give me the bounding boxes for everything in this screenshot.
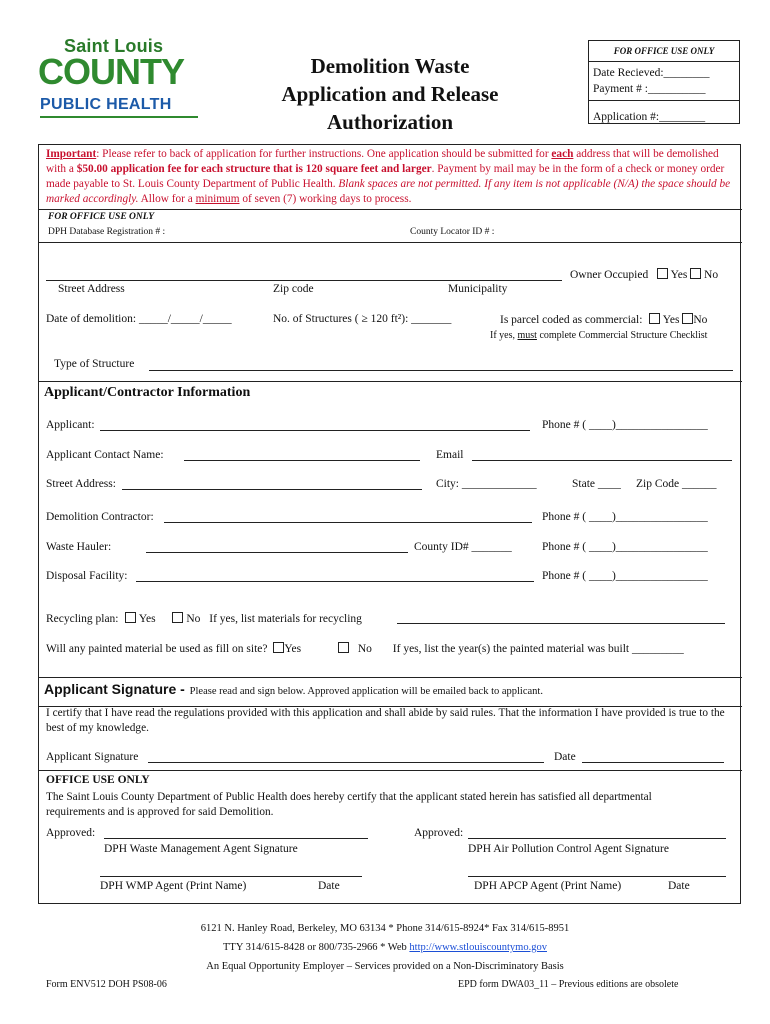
commercial-note-must: must xyxy=(517,330,537,341)
logo-underline xyxy=(40,116,198,118)
dph-waste-sig-label: DPH Waste Management Agent Signature xyxy=(104,843,298,855)
wmp-print-line[interactable] xyxy=(100,876,362,877)
county-id-field[interactable]: County ID# _______ xyxy=(414,541,512,553)
wmp-agent-label: DPH WMP Agent (Print Name) xyxy=(100,880,247,892)
approved-line-right[interactable] xyxy=(468,838,726,839)
city-field[interactable]: City: _____________ xyxy=(436,478,537,490)
waste-hauler-label: Waste Hauler: xyxy=(46,541,112,553)
county-logo xyxy=(36,36,206,124)
email-label: Email xyxy=(436,449,464,461)
important-text-1: : Please refer to back of application for further instructions. One application should be submitted for xyxy=(96,148,552,160)
payment-field[interactable]: Payment # :__________ xyxy=(593,83,706,95)
commercial-note-pre: If yes, xyxy=(490,330,518,341)
commercial-note-post: complete Commercial Structure Checklist xyxy=(536,330,708,341)
commercial-label: Is parcel coded as commercial: xyxy=(500,314,643,326)
title-line-2: Application and Release xyxy=(281,82,499,106)
office-use-box xyxy=(588,40,740,124)
document-title xyxy=(255,52,525,136)
type-of-structure-label: Type of Structure xyxy=(54,358,135,370)
recycling-plan-label: Recycling plan: xyxy=(46,613,119,625)
dph-air-sig-label: DPH Air Pollution Control Agent Signature xyxy=(468,843,669,855)
street-address-label: Street Address xyxy=(58,283,125,295)
important-text-3: . Payment by mail may be in the form of a check or money order made payable to St. Louis County Department of Public Health. xyxy=(46,163,725,190)
signature-date-line[interactable] xyxy=(582,762,724,763)
important-each: each xyxy=(551,148,574,160)
street-address-line[interactable] xyxy=(122,489,422,490)
painted-no-label: No xyxy=(357,643,372,655)
disposal-facility-label: Disposal Facility: xyxy=(46,570,128,582)
footer-eoe: An Equal Opportunity Employer – Services provided on a Non-Discriminatory Basis xyxy=(206,961,564,972)
footer-tty-line xyxy=(0,942,770,953)
contact-name-label: Applicant Contact Name: xyxy=(46,449,164,461)
divider-important xyxy=(39,209,742,210)
certify-text: I certify that I have read the regulations provided with this application and shall abide by said rules. That the information I have provided is true to the best of my knowledge. xyxy=(46,707,725,734)
county-locator-field[interactable]: County Locator ID # : xyxy=(410,227,495,237)
title-line-1: Demolition Waste xyxy=(310,54,470,78)
important-fee: $50.00 application fee for each structure that is 120 square feet and larger xyxy=(76,163,432,175)
application-number-field[interactable]: Application #:________ xyxy=(593,111,706,123)
email-line[interactable] xyxy=(472,460,732,461)
commercial-yes-label: Yes xyxy=(662,314,680,326)
demolition-contractor-label: Demolition Contractor: xyxy=(46,511,154,523)
painted-question: Will any painted material be used as fill on site? xyxy=(46,643,268,655)
important-notice xyxy=(46,147,736,207)
important-minimum: minimum xyxy=(195,193,240,205)
apcp-agent-label: DPH APCP Agent (Print Name) xyxy=(474,880,622,892)
owner-occupied-yes-checkbox[interactable] xyxy=(657,268,668,279)
title-line-3: Authorization xyxy=(327,110,453,134)
important-italic: Blank spaces are not permitted. If any item is not applicable (N/A) the space should be marked accordingly. xyxy=(46,178,731,205)
divider-office-bottom xyxy=(39,770,742,771)
office-box-header: FOR OFFICE USE ONLY xyxy=(589,41,739,62)
address-line[interactable] xyxy=(46,280,562,281)
commercial-yes-checkbox[interactable] xyxy=(649,313,660,324)
office-use-top-header: FOR OFFICE USE ONLY xyxy=(48,212,155,222)
approved-label-right: Approved: xyxy=(414,827,464,839)
footer-form-left: Form ENV512 DOH PS08-06 xyxy=(46,979,167,990)
owner-occupied-yes-label: Yes xyxy=(670,269,688,281)
waste-hauler-line[interactable] xyxy=(146,552,408,553)
demolition-contractor-line[interactable] xyxy=(164,522,532,523)
logo-line-3: PUBLIC HEALTH xyxy=(40,96,172,113)
important-label: Important xyxy=(46,148,97,160)
municipality-label: Municipality xyxy=(448,283,508,295)
recycling-yes-label: Yes xyxy=(138,613,156,625)
contact-name-line[interactable] xyxy=(184,460,420,461)
important-text-5: of seven (7) working days to process. xyxy=(239,193,412,205)
signature-section-subtitle: Please read and sign below. Approved application will be emailed back to applicant. xyxy=(189,686,543,697)
disposal-facility-line[interactable] xyxy=(136,581,534,582)
applicant-phone-field[interactable]: Phone # ( ____)________________ xyxy=(542,419,708,431)
office-box-divider xyxy=(588,100,740,101)
recycling-no-checkbox[interactable] xyxy=(172,612,183,623)
footer-address: 6121 N. Hanley Road, Berkeley, MO 63134 * Phone 314/615-8924* Fax 314/615-8951 xyxy=(200,923,570,934)
commercial-no-label: No xyxy=(693,314,708,326)
zip-code-label: Zip code xyxy=(273,283,314,295)
divider-applicant xyxy=(39,381,742,382)
footer-tty: TTY 314/615-8428 or 800/735-2966 * Web xyxy=(223,942,410,953)
important-text-2: address that will be demolished with a xyxy=(46,148,719,175)
divider-office-top xyxy=(39,242,742,243)
state-field[interactable]: State ____ xyxy=(572,478,621,490)
owner-occupied-no-checkbox[interactable] xyxy=(690,268,701,279)
signature-date-label: Date xyxy=(554,751,576,763)
important-text-4: Allow for a xyxy=(138,193,196,205)
wmp-date-label: Date xyxy=(318,880,340,892)
footer-form-right: EPD form DWA03_11 – Previous editions are obsolete xyxy=(458,979,679,990)
apcp-date-label: Date xyxy=(668,880,690,892)
db-registration-field[interactable]: DPH Database Registration # : xyxy=(48,227,166,237)
office-use-bottom-header: OFFICE USE ONLY xyxy=(46,774,150,786)
recycling-yes-checkbox[interactable] xyxy=(125,612,136,623)
signature-section-title: Applicant Signature - xyxy=(44,681,185,697)
owner-occupied-label: Owner Occupied xyxy=(570,269,649,281)
commercial-note xyxy=(490,330,707,341)
recycling-materials-line[interactable] xyxy=(397,623,725,624)
approved-line-left[interactable] xyxy=(104,838,368,839)
applicant-label: Applicant: xyxy=(46,419,95,431)
type-of-structure-line[interactable] xyxy=(149,370,733,371)
footer-web-link[interactable]: http://www.stlouiscountymo.gov xyxy=(409,942,547,953)
painted-if-yes-field[interactable]: If yes, list the year(s) the painted material was built _________ xyxy=(392,643,684,655)
approved-label-left: Approved: xyxy=(46,827,96,839)
divider-signature xyxy=(39,677,742,678)
date-demolition-field[interactable]: Date of demolition: _____/_____/_____ xyxy=(46,313,232,325)
applicant-section-title: Applicant/Contractor Information xyxy=(44,385,251,400)
contractor-phone-field[interactable]: Phone # ( ____)________________ xyxy=(542,511,708,523)
applicant-signature-label: Applicant Signature xyxy=(46,751,139,763)
apcp-print-line[interactable] xyxy=(468,876,726,877)
painted-no-checkbox[interactable] xyxy=(338,642,349,653)
owner-occupied-no-label: No xyxy=(704,269,719,281)
street-address-label-2: Street Address: xyxy=(46,478,116,490)
disposal-phone-field[interactable]: Phone # ( ____)________________ xyxy=(542,570,708,582)
logo-line-1: Saint Louis xyxy=(64,36,164,56)
num-structures-field[interactable]: No. of Structures ( ≥ 120 ft²): _______ xyxy=(273,313,452,325)
applicant-signature-line[interactable] xyxy=(148,762,544,763)
applicant-line[interactable] xyxy=(100,430,530,431)
logo-line-2: COUNTY xyxy=(38,51,184,92)
office-use-bottom-text: The Saint Louis County Department of Public Health does hereby certify that the applicant stated herein has satisfied all departmental requirements and is approved for said Demolition. xyxy=(46,791,652,818)
hauler-phone-field[interactable]: Phone # ( ____)________________ xyxy=(542,541,708,553)
painted-yes-label: Yes xyxy=(284,643,302,655)
recycling-no-label: No xyxy=(186,613,201,625)
date-received-field[interactable]: Date Recieved:________ xyxy=(593,67,710,79)
zip-field[interactable]: Zip Code ______ xyxy=(636,478,717,490)
commercial-no-checkbox[interactable] xyxy=(682,313,693,324)
painted-yes-checkbox[interactable] xyxy=(273,642,284,653)
recycling-if-yes-label: If yes, list materials for recycling xyxy=(209,613,362,625)
